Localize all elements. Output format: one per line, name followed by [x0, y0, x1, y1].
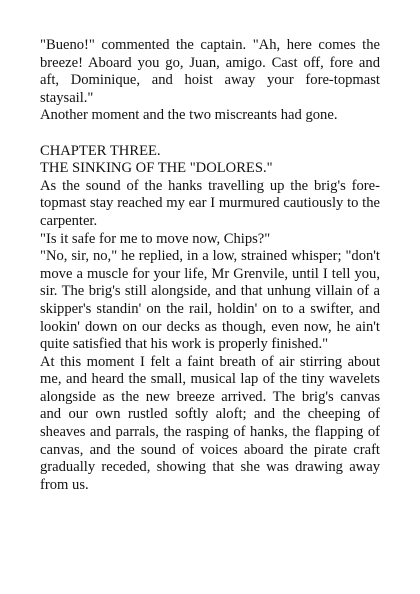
paragraph-hanks-travelling: As the sound of the hanks travelling up the brig's fore-topmast stay reached my ear I murmured cautiously to the carpenter. [40, 177, 380, 229]
paragraph-safe-to-move: "Is it safe for me to move now, Chips?" [40, 230, 271, 247]
paragraph-miscreants-gone: Another moment and the two miscreants had gone. [40, 107, 338, 124]
chapter-title: THE SINKING OF THE "DOLORES." [40, 160, 273, 177]
blank-line [40, 125, 380, 143]
chapter-number: CHAPTER THREE. [40, 142, 161, 159]
document-page [40, 37, 380, 494]
paragraph-breeze-arrives: At this moment I felt a faint breath of air stirring about me, and heard the small, musical lap of the tiny wavelets alongside as the new breeze arrived. The brig's canvas and our own rustled softly aloft; and the cheeping of sheaves and parrals, the rasping of hanks, the flapping of canvas, and the sound of voices aboard the pirate craft gradually receded, showing that she was drawing away from us. [40, 353, 380, 493]
paragraph-chips-reply: "No, sir, no," he replied, in a low, strained whisper; "don't move a muscle for your life, Mr Grenvile, until I tell you, sir. The brig's still alongside, and that unhung villain of a skipper's standin' on the rail, holdin' on to a swifter, and lookin' down on our decks as though, even now, he ain't quite satisfied that his work is properly finished." [40, 248, 380, 353]
paragraph-captain-bueno: "Bueno!" commented the captain. "Ah, here comes the breeze! Aboard you go, Juan, amigo. Cast off, fore and aft, Dominique, and hoist away your fore-topmast staysail." [40, 37, 380, 106]
